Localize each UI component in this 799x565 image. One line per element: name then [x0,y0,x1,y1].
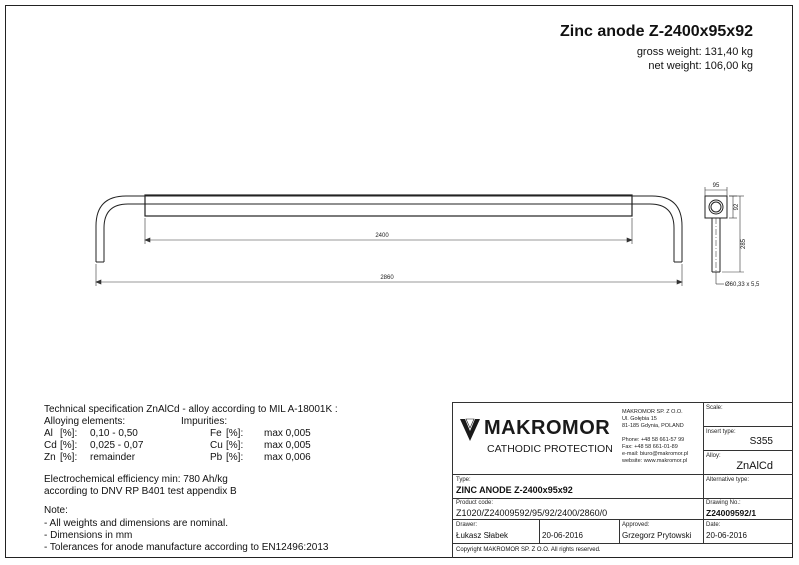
drawer-date: 20-06-2016 [542,531,583,540]
company-address-1: Ul. Gołębia 15 [622,416,657,422]
alloy-value: 0,10 - 0,50 [90,428,138,439]
gross-weight: gross weight: 131,40 kg [636,46,753,58]
logo-subtitle: CATHODIC PROTECTION [487,443,613,455]
dimension-285-label: 285 [741,238,747,250]
spec-title: Technical specification ZnAlCd - alloy according to MIL A-18001K : [44,404,338,415]
drawing-no-value: Z24009592/1 [706,508,757,518]
alloy-unit: [%]: [60,428,78,439]
impurity-element: Fe [210,428,222,439]
alloy-element: Zn [44,452,56,463]
impurity-unit: [%]: [226,452,244,463]
impurity-value: max 0,006 [264,452,311,463]
alloy-element: Al [44,428,53,439]
scale-label: Scale: [706,405,723,411]
efficiency-line-1: Electrochemical efficiency min: 780 Ah/kg [44,474,228,485]
dimension-95-label: 95 [712,183,720,189]
alloy-label: Alloy: [706,453,721,459]
company-website: website: www.makromor.pl [622,458,688,464]
anode-side-view [96,195,682,262]
alloying-header: Alloying elements: [44,416,126,427]
net-weight: net weight: 106,00 kg [648,60,753,72]
logo-name: MAKROMOR [484,417,611,439]
drawer-label: Drawer: [456,522,478,528]
drawing-title: Zinc anode Z-2400x95x92 [560,23,753,40]
drawing-no-label: Drawing No.: [706,500,741,506]
impurity-unit: [%]: [226,428,244,439]
insert-type-label: Insert type: [706,429,736,435]
alloy-unit: [%]: [60,440,78,451]
approved-label: Approved: [622,522,650,528]
copyright-notice: Copyright MAKROMOR SP. Z O.O. All rights reserved. [456,547,601,553]
dimension-2400-label: 2400 [375,233,389,239]
note-item: - Tolerances for anode manufacture according to EN12496:2013 [44,542,329,553]
company-phone: Phone: +48 58 661-57 99 [622,437,685,443]
note-title: Note: [44,505,68,516]
company-fax: Fax: +48 58 661-01-89 [622,444,678,450]
alloy-value: remainder [90,452,136,463]
approved-value: Grzegorz Prytowski [622,531,692,540]
impurity-value: max 0,005 [264,440,311,451]
alloy-value: 0,025 - 0,07 [90,440,144,451]
alloy-element: Cd [44,440,57,451]
date-label: Date: [706,522,721,528]
type-label: Type: [456,477,471,483]
dimension-92-label: 92 [734,203,740,211]
insert-type-value: S355 [749,436,773,447]
company-email: e-mail: biuro@makromor.pl [622,451,689,457]
drawer-value: Łukasz Słabek [456,531,509,540]
impurity-element: Pb [210,452,223,463]
efficiency-line-2: according to DNV RP B401 test appendix B [44,486,237,497]
impurity-value: max 0,005 [264,428,311,439]
company-name: MAKROMOR SP. Z O.O. [622,409,683,415]
dimension-2400 [145,218,632,244]
product-code-value: Z1020/Z24009592/95/92/2400/2860/0 [456,508,608,518]
impurity-element: Cu [210,440,223,451]
alloy-value: ZnAlCd [736,460,773,472]
anode-end-view [705,196,727,272]
note-item: - All weights and dimensions are nominal. [44,518,228,529]
alternative-type-label: Alternative type: [706,477,750,483]
dimension-2860-label: 2860 [380,275,394,281]
date-value: 20-06-2016 [706,531,747,540]
makromor-logo-icon [459,417,481,443]
alloy-unit: [%]: [60,452,78,463]
impurity-unit: [%]: [226,440,244,451]
pipe-dimension-label: Ø60,33 x 5,5 [725,282,760,288]
product-code-label: Product code: [456,500,494,506]
type-value: ZINC ANODE Z-2400x95x92 [456,485,573,495]
note-item: - Dimensions in mm [44,530,133,541]
company-address-2: 81-185 Gdynia, POLAND [622,423,684,429]
impurities-header: Impurities: [181,416,228,427]
